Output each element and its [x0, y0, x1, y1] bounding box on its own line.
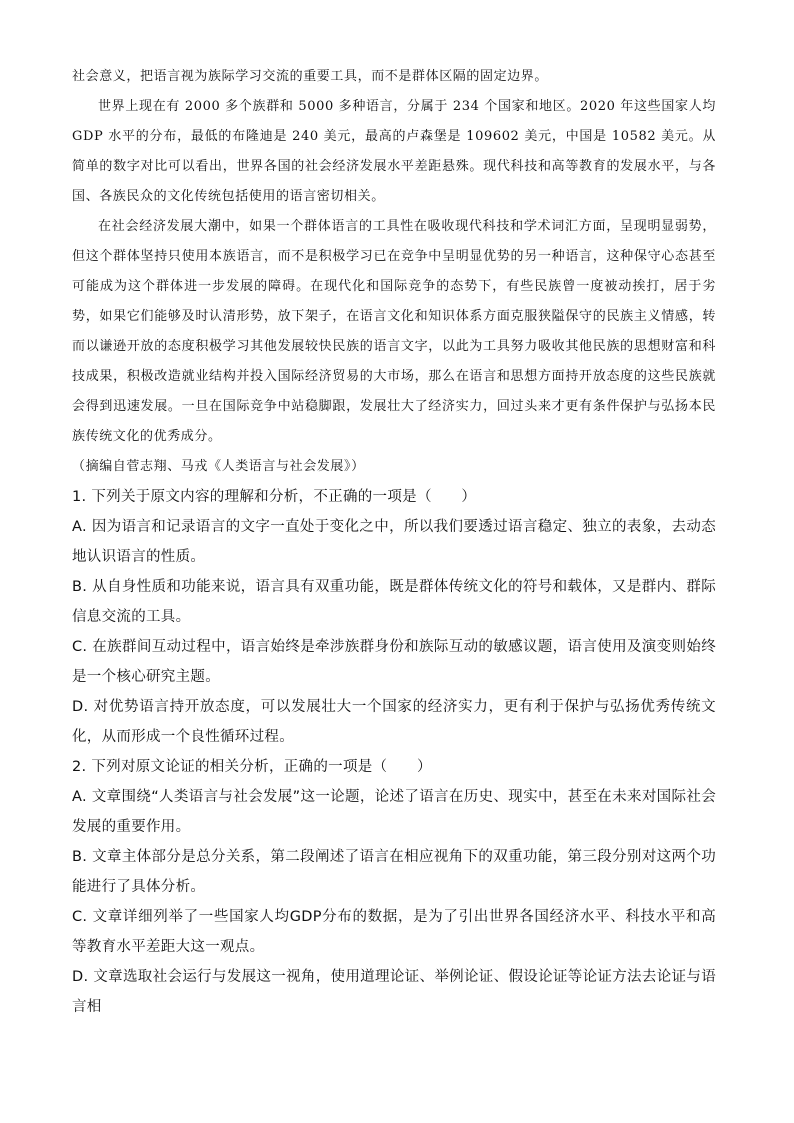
question	[72, 752, 716, 1022]
question-option: B. 从自身性质和功能来说，语言具有双重功能，既是群体传统文化的符号和载体，又是群内、群际信息交流的工具。	[72, 579, 716, 625]
passage-paragraph: 世界上现在有 2000 多个族群和 5000 多种语言，分属于 234 个国家和地区。2020 年这些国家人均 GDP 水平的分布，最低的布隆迪是 240 美元，最高的卢森堡是 109602 美元，中国是 10582 美元。从简单的数字对比可以看出，世界各国的社会经济发展水平差距悬殊。现代科技和高等教育的发展水平，与各国、各族民众的文化传统包括使用的语言密切相关。	[72, 99, 716, 204]
question-stem: 2. 下列对原文论证的相关分析，正确的一项是（ ）	[72, 759, 432, 775]
question-option: A. 文章围绕“人类语言与社会发展”这一论题，论述了语言在历史、现实中，甚至在未来对国际社会发展的重要作用。	[72, 789, 716, 835]
passage	[72, 62, 716, 482]
question-option: C. 在族群间互动过程中，语言始终是牵涉族群身份和族际互动的敏感议题，语言使用及演变则始终是一个核心研究主题。	[72, 639, 716, 685]
source-citation: （摘编自菅志翔、马戎《人类语言与社会发展》）	[72, 459, 365, 474]
document-page	[72, 62, 716, 1022]
passage-paragraph: 在社会经济发展大潮中，如果一个群体语言的工具性在吸收现代科技和学术词汇方面，呈现明显弱势，但这个群体坚持只使用本族语言，而不是积极学习已在竞争中呈明显优势的另一种语言，这种保守心态甚至可能成为这个群体进一步发展的障碍。在现代化和国际竞争的态势下，有些民族曾一度被动挨打，居于劣势，如果它们能够及时认清形势，放下架子，在语言文化和知识体系方面克服狭隘保守的民族主义情感，转而以谦逊开放的态度积极学习其他发展较快民族的语言文字，以此为工具努力吸收其他民族的思想财富和科技成果，积极改造就业结构并投入国际经济贸易的大市场，那么在语言和思想方面持开放态度的这些民族就会得到迅速发展。一旦在国际竞争中站稳脚跟，发展壮大了经济实力，回过头来才更有条件保护与弘扬本民族传统文化的优秀成分。	[72, 219, 716, 444]
question-option: C. 文章详细列举了一些国家人均GDP分布的数据，是为了引出世界各国经济水平、科技水平和高等教育水平差距大这一观点。	[72, 909, 716, 955]
question-stem: 1. 下列关于原文内容的理解和分析，不正确的一项是（ ）	[72, 489, 477, 505]
question-option: A. 因为语言和记录语言的文字一直处于变化之中，所以我们要透过语言稳定、独立的表象，去动态地认识语言的性质。	[72, 519, 716, 565]
questions-section	[72, 482, 716, 1022]
question-option: D. 文章选取社会运行与发展这一视角，使用道理论证、举例论证、假设论证等论证方法去论证与语言相	[72, 969, 716, 1015]
question	[72, 482, 716, 752]
question-option: D. 对优势语言持开放态度，可以发展壮大一个国家的经济实力，更有利于保护与弘扬优秀传统文化，从而形成一个良性循环过程。	[72, 699, 716, 745]
question-option: B. 文章主体部分是总分关系，第二段阐述了语言在相应视角下的双重功能，第三段分别对这两个功能进行了具体分析。	[72, 849, 716, 895]
passage-paragraph: 社会意义，把语言视为族际学习交流的重要工具，而不是群体区隔的固定边界。	[72, 69, 549, 84]
